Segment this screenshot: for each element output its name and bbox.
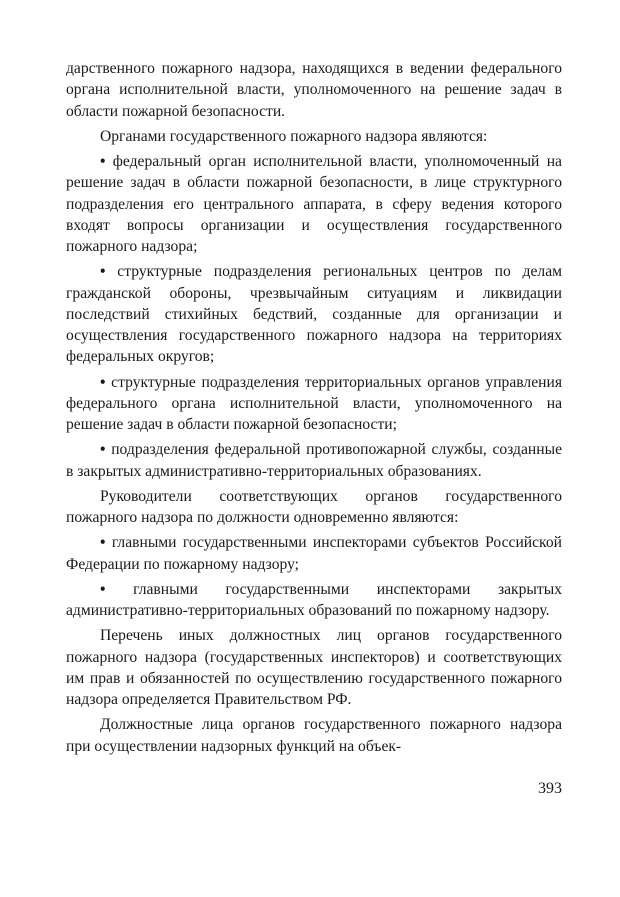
paragraph-organs-intro: Органами государственного пожарного надзора являются: (100, 127, 488, 145)
bullet-icon: • (100, 373, 106, 391)
page-number: 393 (538, 780, 562, 797)
bullet-item-text: главными государственными инспекторами субъектов Российской Федерации по пожарному надзору; (66, 534, 562, 573)
bullet-item-regional-centers (66, 261, 562, 367)
bullet-icon: • (100, 153, 106, 170)
paragraph-officials-list: Перечень иных должностных лиц органов государственного пожарного надзора (государственных инспекторов) и соответствующих им прав и обязанностей по осуществлению государственного пожарного надзора определяется Правительством РФ. (66, 627, 562, 708)
paragraph-continuation: дарственного пожарного надзора, находящихся в ведении федерального органа исполнительной власти, уполномоченного на решение задач в области пожарной безопасности. (66, 60, 562, 120)
bullet-item-text: федеральный орган исполнительной власти, уполномоченный на решение задач в области пожарной безопасности, в лице структурного подразделения его центрального аппарата, в сферу ведения которого входят вопросы организации и осуществления государственного пожарного надзора; (66, 153, 562, 255)
bullet-item-text: главными государственными инспекторами закрытых административно-территориальных образований по пожарному надзору. (66, 580, 562, 619)
bullet-icon: • (100, 580, 106, 598)
bullet-item-text: структурные подразделения территориальных органов управления федерального органа исполнительной власти, уполномоченного на решение задач в области пожарной безопасности; (66, 373, 562, 433)
paragraph-heads-intro: Руководители соответствующих органов государственного пожарного надзора по должности одновременно являются: (66, 487, 562, 526)
bullet-icon: • (100, 534, 106, 552)
bullet-item-federal-organ (66, 151, 562, 257)
bullet-item-text: структурные подразделения региональных центров по делам гражданской обороны, чрезвычайным ситуациям и ликвидации последствий стихийных бедствий, созданные для организации и осуществления государственного пожарного надзора на территориях федеральных округов; (66, 263, 562, 366)
bullet-item-text: подразделения федеральной противопожарной службы, созданные в закрытых административно-территориальных образованиях. (66, 441, 562, 480)
bullet-item-fire-service-units (66, 439, 562, 482)
paragraph-officials-duties: Должностные лица органов государственного пожарного надзора при осуществлении надзорных функций на объек- (66, 716, 562, 755)
bullet-item-territorial-organs (66, 372, 562, 436)
bullet-icon: • (100, 263, 106, 281)
page-body (66, 58, 562, 761)
bullet-item-chief-inspectors-subjects (66, 532, 562, 575)
bullet-icon: • (100, 441, 106, 459)
bullet-item-chief-inspectors-closed (66, 579, 562, 622)
